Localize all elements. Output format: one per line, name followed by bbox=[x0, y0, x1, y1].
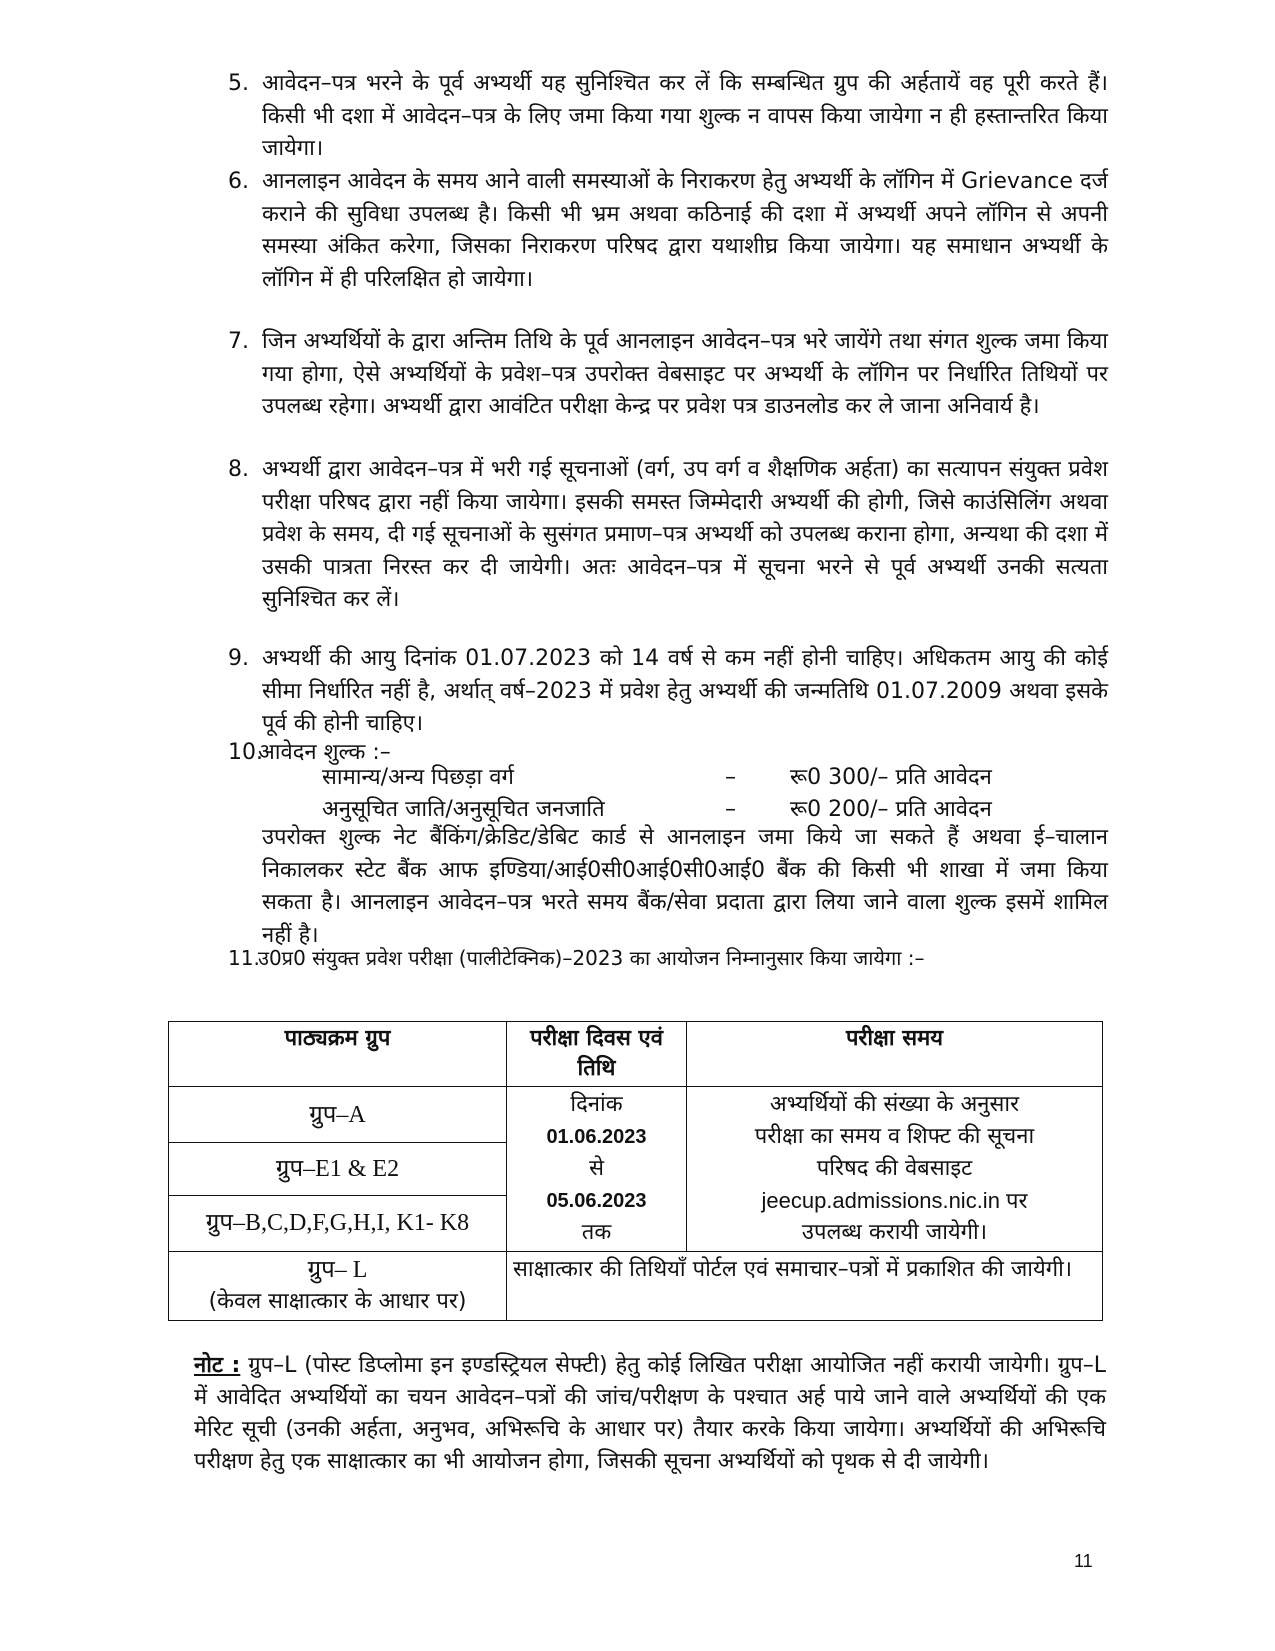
header-exam-date: परीक्षा दिवस एवं तिथि bbox=[507, 1022, 687, 1087]
time-line: अभ्यर्थियों की संख्या के अनुसार bbox=[769, 1092, 1020, 1117]
exam-time-cell bbox=[687, 1087, 1103, 1252]
item-number: 6. bbox=[228, 169, 249, 194]
item-number: 11. bbox=[228, 946, 260, 970]
list-item-7 bbox=[228, 326, 1108, 424]
group-l-text: साक्षात्कार की तिथियाँ पोर्टल एवं समाचार–पत्रों में प्रकाशित की जायेगी। bbox=[507, 1252, 1103, 1321]
table-row bbox=[169, 1087, 1103, 1143]
end-date: 05.06.2023 bbox=[546, 1190, 647, 1212]
fee-dash: – bbox=[725, 797, 736, 822]
exam-schedule-table bbox=[168, 1021, 1103, 1321]
schedule-heading-text: उ0प्र0 संयुक्त प्रवेश परीक्षा (पालीटेक्निक)–2023 का आयोजन निम्नानुसार किया जायेगा :– bbox=[258, 946, 925, 970]
group-l-sub: (केवल साक्षात्कार के आधार पर) bbox=[208, 1289, 467, 1314]
group-a-cell: ग्रुप–A bbox=[169, 1087, 507, 1143]
time-line: उपलब्ध करायी जायेगी। bbox=[801, 1220, 988, 1245]
item-text: आवेदन–पत्र भरने के पूर्व अभ्यर्थी यह सुनिश्चित कर लें कि सम्बन्धित ग्रुप की अर्हतायें वह पूरी करते हैं। किसी भी दशा में आवेदन–पत्र के लिए जमा किया गया शुल्क न वापस किया जायेगा न ही हस्तान्तरित किया जायेगा। bbox=[262, 71, 1108, 161]
fee-category: अनुसूचित जाति/अनुसूचित जनजाति bbox=[322, 797, 605, 822]
header-course-group: पाठ्यक्रम ग्रुप bbox=[169, 1022, 507, 1087]
item-number: 5. bbox=[228, 71, 249, 96]
list-item-5 bbox=[228, 68, 1108, 166]
list-item-8 bbox=[228, 454, 1108, 617]
date-line: तक bbox=[581, 1220, 612, 1245]
fee-heading-text: आवेदन शुल्क :– bbox=[258, 740, 391, 765]
fee-paragraph: उपरोक्त शुल्क नेट बैंकिंग/क्रेडिट/डेबिट कार्ड से आनलाइन जमा किये जा सकते हैं अथवा ई–चालान निकालकर स्टेट बैंक आफ इण्डिया/आई0सी0आई0सी0आई0 बैंक की किसी भी शाखा में जमा किया सकता है। आनलाइन आवेदन–पत्र भरते समय बैंक/सेवा प्रदाता द्वारा लिया जाने वाला शुल्क इसमें शामिल नहीं है। bbox=[262, 825, 1108, 948]
note-paragraph bbox=[194, 1350, 1106, 1478]
table-row bbox=[169, 1252, 1103, 1321]
item-number: 9. bbox=[228, 646, 249, 671]
group-l-cell bbox=[169, 1252, 507, 1321]
item-number: 8. bbox=[228, 457, 249, 482]
date-line: से bbox=[589, 1156, 604, 1181]
list-item-9 bbox=[228, 643, 1108, 741]
fee-dash: – bbox=[725, 765, 736, 790]
exam-date-cell bbox=[507, 1087, 687, 1252]
item-text: अभ्यर्थी द्वारा आवेदन–पत्र में भरी गई सूचनाओं (वर्ग, उप वर्ग व शैक्षणिक अर्हता) का सत्यापन संयुक्त प्रवेश परीक्षा परिषद द्वारा नहीं किया जायेगा। इसकी समस्त जिम्मेदारी अभ्यर्थी की होगी, जिसे काउंसिलिंग अथवा प्रवेश के समय, दी गई सूचनाओं के सुसंगत प्रमाण–पत्र अभ्यर्थी को उपलब्ध कराना होगा, अन्यथा की दशा में उसकी पात्रता निरस्त कर दी जायेगी। अतः आवेदन–पत्र में सूचना भरने से पूर्व अभ्यर्थी उनकी सत्यता सुनिश्चित कर लें। bbox=[262, 457, 1108, 612]
item-text: आनलाइन आवेदन के समय आने वाली समस्याओं के निराकरण हेतु अभ्यर्थी के लॉगिन में Grievance दर्ज कराने की सुविधा उपलब्ध है। किसी भी भ्रम अथवा कठिनाई की दशा में अभ्यर्थी अपने लॉगिन से अपनी समस्या अंकित करेगा, जिसका निराकरण परिषद द्वारा यथाशीघ्र किया जायेगा। यह समाधान अभ्यर्थी के लॉगिन में ही परिलक्षित हो जायेगा। bbox=[262, 169, 1108, 292]
header-exam-time: परीक्षा समय bbox=[687, 1022, 1103, 1087]
time-line-website: jeecup.admissions.nic.in पर bbox=[761, 1188, 1028, 1213]
fee-category: सामान्य/अन्य पिछड़ा वर्ग bbox=[322, 765, 514, 790]
item-text: जिन अभ्यर्थियों के द्वारा अन्तिम तिथि के पूर्व आनलाइन आवेदन–पत्र भरे जायेंगे तथा संगत शुल्क जमा किया गया होगा, ऐसे अभ्यर्थियों के प्रवेश–पत्र उपरोक्त वेबसाइट पर अभ्यर्थी के लॉगिन पर निर्धारित तिथियों पर उपलब्ध रहेगा। अभ्यर्थी द्वारा आवंटित परीक्षा केन्द्र पर प्रवेश पत्र डाउनलोड कर ले जाना अनिवार्य है। bbox=[262, 329, 1108, 419]
time-line: परिषद की वेबसाइट bbox=[816, 1156, 973, 1181]
note-text: ग्रुप–L (पोस्ट डिप्लोमा इन इण्डस्ट्रियल सेफ्टी) हेतु कोई लिखित परीक्षा आयोजित नहीं करायी जायेगी। ग्रुप–L में आवेदित अभ्यर्थियों का चयन आवेदन–पत्रों की जांच/परीक्षण के पश्चात अर्ह पाये जाने वाले अभ्यर्थियों की एक मेरिट सूची (उनकी अर्हता, अनुभव, अभिरूचि के आधार पर) तैयार करके किया जायेगा। अभ्यर्थियों की अभिरूचि परीक्षण हेतु एक साक्षात्कार का भी आयोजन होगा, जिसकी सूचना अभ्यर्थियों को पृथक से दी जायेगी। bbox=[194, 1353, 1107, 1474]
fee-amount: रू0 200/– प्रति आवेदन bbox=[790, 797, 992, 822]
item-number: 7. bbox=[228, 329, 249, 354]
schedule-heading bbox=[228, 944, 1108, 972]
group-l-label: ग्रुप– L bbox=[307, 1257, 368, 1283]
group-e-cell: ग्रुप–E1 & E2 bbox=[169, 1143, 507, 1195]
start-date: 01.06.2023 bbox=[546, 1126, 647, 1148]
list-item-6 bbox=[228, 166, 1108, 296]
page-number: 11 bbox=[1074, 1551, 1093, 1571]
note-label: नोट : bbox=[194, 1353, 241, 1378]
item-text: अभ्यर्थी की आयु दिनांक 01.07.2023 को 14 वर्ष से कम नहीं होनी चाहिए। अधिकतम आयु की कोई सीमा निर्धारित नहीं है, अर्थात् वर्ष–2023 में प्रवेश हेतु अभ्यर्थी की जन्मतिथि 01.07.2009 अथवा इसके पूर्व की होनी चाहिए। bbox=[262, 646, 1108, 736]
date-line: दिनांक bbox=[570, 1092, 623, 1117]
time-line: परीक्षा का समय व शिफ्ट की सूचना bbox=[754, 1124, 1035, 1149]
item-number: 10. bbox=[228, 740, 263, 765]
fee-amount: रू0 300/– प्रति आवेदन bbox=[790, 765, 992, 790]
group-bcd-cell: ग्रुप–B,C,D,F,G,H,I, K1- K8 bbox=[169, 1195, 507, 1251]
table-header-row bbox=[169, 1022, 1103, 1087]
